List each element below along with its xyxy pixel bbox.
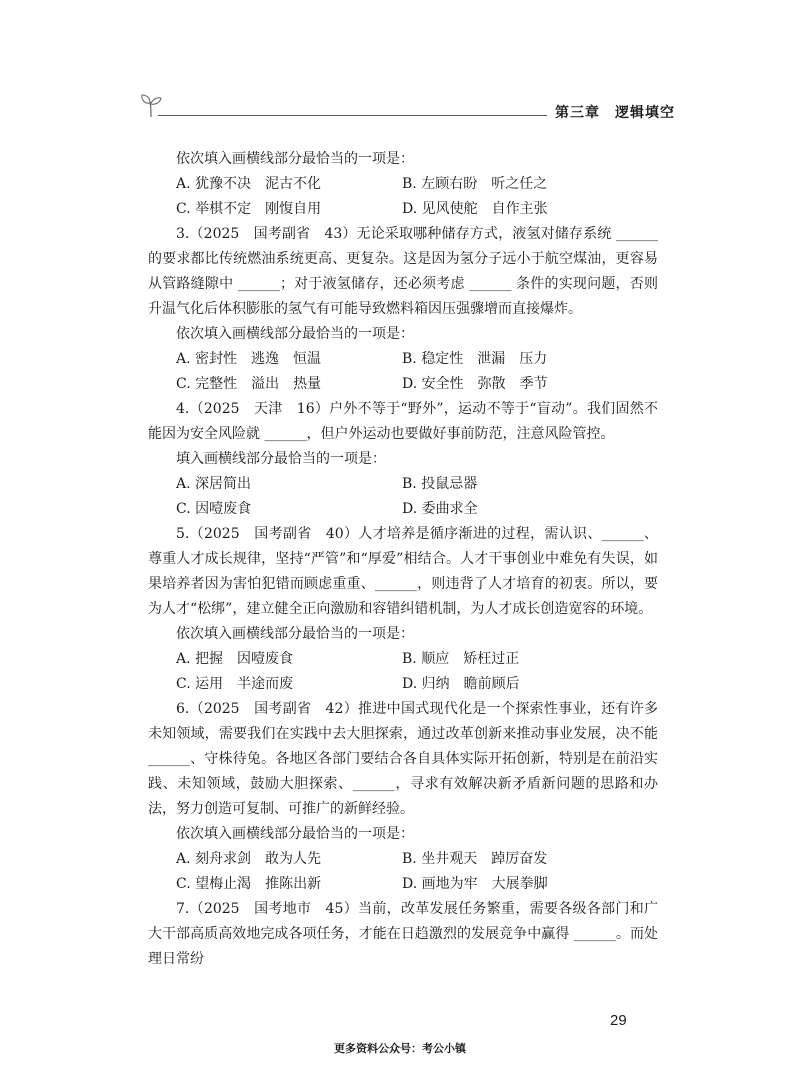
answer-option: C. 望梅止渴 推陈出新 [176,876,322,892]
answer-option: B. 投鼠忌器 [402,476,478,492]
paragraph: 依次填入画横线部分最恰当的一项是： [176,626,414,642]
option-group [148,647,658,697]
paragraph: 依次填入画横线部分最恰当的一项是： [176,826,414,842]
paragraph: 4.（2025 天津 16）户外不等于“野外”，运动不等于“盲动”。我们固然不能因为安全风险就 ______，但户外运动也要做好事前防范，注意风险管控。 [148,401,658,442]
answer-option: C. 举棋不定 刚愎自用 [176,201,322,217]
answer-option: D. 画地为牢 大展拳脚 [402,876,548,892]
option-group [148,347,658,397]
option-group [148,847,658,897]
paragraph: 依次填入画横线部分最恰当的一项是： [176,326,414,342]
page-number: 29 [610,1012,627,1029]
footer-note: 更多资料公众号：考公小镇 [334,1042,466,1055]
chapter-title: 第三章 逻辑填空 [555,105,675,121]
answer-option: C. 运用 半途而废 [176,676,294,692]
answer-option: C. 因噎废食 [176,501,252,517]
answer-option: B. 稳定性 泄漏 压力 [402,351,548,367]
option-group [148,472,658,522]
answer-option: A. 刻舟求剑 敢为人先 [176,851,322,867]
answer-option: D. 委曲求全 [402,501,478,517]
paragraph: 填入画横线部分最恰当的一项是： [176,451,386,467]
answer-option: D. 见风使舵 自作主张 [402,201,548,217]
answer-option: B. 坐井观天 踔厉奋发 [402,851,548,867]
answer-option: B. 顺应 矫枉过正 [402,651,520,667]
answer-option: A. 把握 因噎废食 [176,651,294,667]
header-rule [158,115,547,116]
page-content [148,147,658,972]
option-group [148,172,658,222]
running-header [140,92,675,122]
answer-option: D. 安全性 弥散 季节 [402,376,548,392]
answer-option: A. 深居简出 [176,476,252,492]
answer-option: D. 归纳 瞻前顾后 [402,676,520,692]
paragraph: 3.（2025 国考副省 43）无论采取哪种储存方式，液氢对储存系统 ______ 的要求都比传统燃油系统更高、更复杂。这是因为氢分子远小于航空煤油，更容易从管路缝隙中 ______；对于液氢储存，还必须考虑 ______ 条件的实现问题，否则升温气化后体积膨胀的氢气有可能导致燃料箱因压强骤增而直接爆炸。 [148,226,658,317]
paragraph: 7.（2025 国考地市 45）当前，改革发展任务繁重，需要各级各部门和广大干部高质高效地完成各项任务，才能在日趋激烈的发展竞争中赢得 ______。而处理日常纷 [148,901,658,967]
answer-option: C. 完整性 溢出 热量 [176,376,322,392]
paragraph: 依次填入画横线部分最恰当的一项是： [176,151,414,167]
answer-option: A. 犹豫不决 泥古不化 [176,176,322,192]
answer-option: B. 左顾右盼 听之任之 [402,176,548,192]
paragraph: 5.（2025 国考副省 40）人才培养是循序渐进的过程，需认识、______、尊重人才成长规律，坚持“严管”和“厚爱”相结合。人才干事创业中难免有失误，如果培养者因为害怕犯错而顾虑重重、______，则违背了人才培育的初衷。所以，要为人才“松绑”，建立健全正向激励和容错纠错机制，为人才成长创造宽容的环境。 [148,526,658,617]
answer-option: A. 密封性 逃逸 恒温 [176,351,322,367]
paragraph: 6.（2025 国考副省 42）推进中国式现代化是一个探索性事业，还有许多未知领域，需要我们在实践中去大胆探索，通过改革创新来推动事业发展，决不能 ______、守株待兔。各地区各部门要结合各自具体实际开拓创新，特别是在前沿实践、未知领域，鼓励大胆探索、______，寻求有效解决新矛盾新问题的思路和办法，努力创造可复制、可推广的新鲜经验。 [148,701,658,817]
